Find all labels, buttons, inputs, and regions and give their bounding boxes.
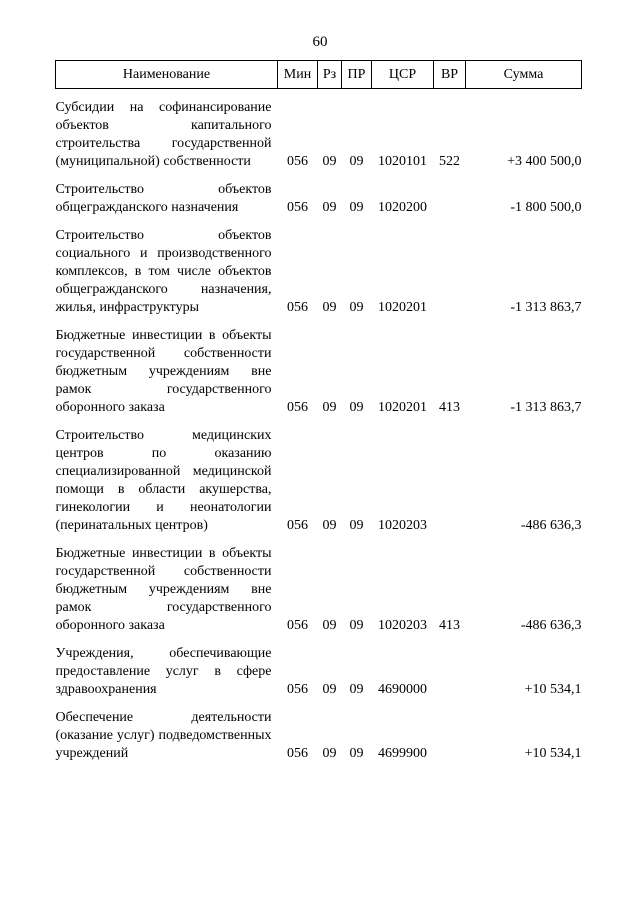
- row-sum: +10 534,1: [524, 682, 582, 697]
- table-row: [56, 99, 582, 171]
- row-pr: 09: [349, 746, 364, 761]
- row-csr: 1020201: [378, 300, 427, 315]
- row-min: 056: [287, 746, 308, 761]
- table-row: [56, 709, 582, 763]
- row-pr: 09: [349, 400, 364, 415]
- row-sum: +10 534,1: [524, 746, 582, 761]
- column-header-csr: ЦСР: [372, 61, 434, 89]
- budget-table: [55, 60, 582, 763]
- table-header-row: [56, 61, 582, 89]
- table-row: [56, 327, 582, 417]
- row-sum: -1 800 500,0: [510, 200, 582, 215]
- row-name: Учреждения, обеспечивающие предоставление услуг в сфере здравоохранения: [55, 646, 272, 697]
- row-min: 056: [287, 200, 308, 215]
- row-rz: 09: [322, 746, 337, 761]
- table-row: [56, 645, 582, 699]
- row-name: Бюджетные инвестиции в объекты государственной собственности бюджетным учреждениям вне рамок государственного оборонного заказа: [55, 546, 272, 633]
- row-csr: 1020201: [378, 400, 427, 415]
- row-csr: 1020200: [378, 200, 427, 215]
- row-min: 056: [287, 400, 308, 415]
- row-csr: 1020101: [378, 154, 427, 169]
- row-min: 056: [287, 518, 308, 533]
- row-vr: [434, 227, 466, 317]
- row-min: 056: [287, 154, 308, 169]
- column-header-rz: Рз: [318, 61, 342, 89]
- row-sum: -486 636,3: [520, 518, 582, 533]
- row-pr: 09: [349, 154, 364, 169]
- page-number: 60: [312, 34, 328, 50]
- row-name: Строительство медицинских центров по оказанию специализированной медицинской помощи в области акушерства, гинекологии и неонатологии (перинатальных центров): [55, 428, 272, 533]
- row-csr: 4690000: [378, 682, 427, 697]
- row-name: Строительство объектов социального и производственного комплексов, в том числе объектов общегражданского назначения, жилья, инфраструктуры: [55, 228, 272, 315]
- column-header-vr: ВР: [434, 61, 466, 89]
- row-sum: -486 636,3: [520, 618, 582, 633]
- row-csr: 1020203: [378, 518, 427, 533]
- row-rz: 09: [322, 682, 337, 697]
- row-vr: [434, 645, 466, 699]
- row-sum: -1 313 863,7: [510, 400, 582, 415]
- column-header-name: Наименование: [56, 61, 278, 89]
- row-vr: [434, 181, 466, 217]
- table-row: [56, 545, 582, 635]
- row-rz: 09: [322, 400, 337, 415]
- row-vr: 413: [439, 618, 460, 633]
- table-row: [56, 427, 582, 535]
- row-rz: 09: [322, 618, 337, 633]
- row-name: Обеспечение деятельности (оказание услуг) подведомственных учреждений: [55, 710, 272, 761]
- row-sum: -1 313 863,7: [510, 300, 582, 315]
- row-pr: 09: [349, 518, 364, 533]
- row-vr: 413: [439, 400, 460, 415]
- row-csr: 1020203: [378, 618, 427, 633]
- row-pr: 09: [349, 682, 364, 697]
- table-row: [56, 227, 582, 317]
- row-pr: 09: [349, 200, 364, 215]
- row-sum: +3 400 500,0: [507, 154, 582, 169]
- column-header-min: Мин: [278, 61, 318, 89]
- row-name: Субсидии на софинансирование объектов капитального строительства государственной (муниципальной) собственности: [55, 100, 272, 169]
- column-header-pr: ПР: [342, 61, 372, 89]
- row-min: 056: [287, 682, 308, 697]
- table-row: [56, 181, 582, 217]
- column-header-sum: Сумма: [466, 61, 582, 89]
- row-pr: 09: [349, 300, 364, 315]
- row-vr: [434, 427, 466, 535]
- row-rz: 09: [322, 518, 337, 533]
- row-vr: 522: [439, 154, 460, 169]
- row-rz: 09: [322, 200, 337, 215]
- row-vr: [434, 709, 466, 763]
- row-min: 056: [287, 300, 308, 315]
- row-name: Строительство объектов общегражданского назначения: [55, 182, 272, 215]
- row-name: Бюджетные инвестиции в объекты государственной собственности бюджетным учреждениям вне рамок государственного оборонного заказа: [55, 328, 272, 415]
- row-rz: 09: [322, 154, 337, 169]
- row-rz: 09: [322, 300, 337, 315]
- row-pr: 09: [349, 618, 364, 633]
- row-csr: 4699900: [378, 746, 427, 761]
- row-min: 056: [287, 618, 308, 633]
